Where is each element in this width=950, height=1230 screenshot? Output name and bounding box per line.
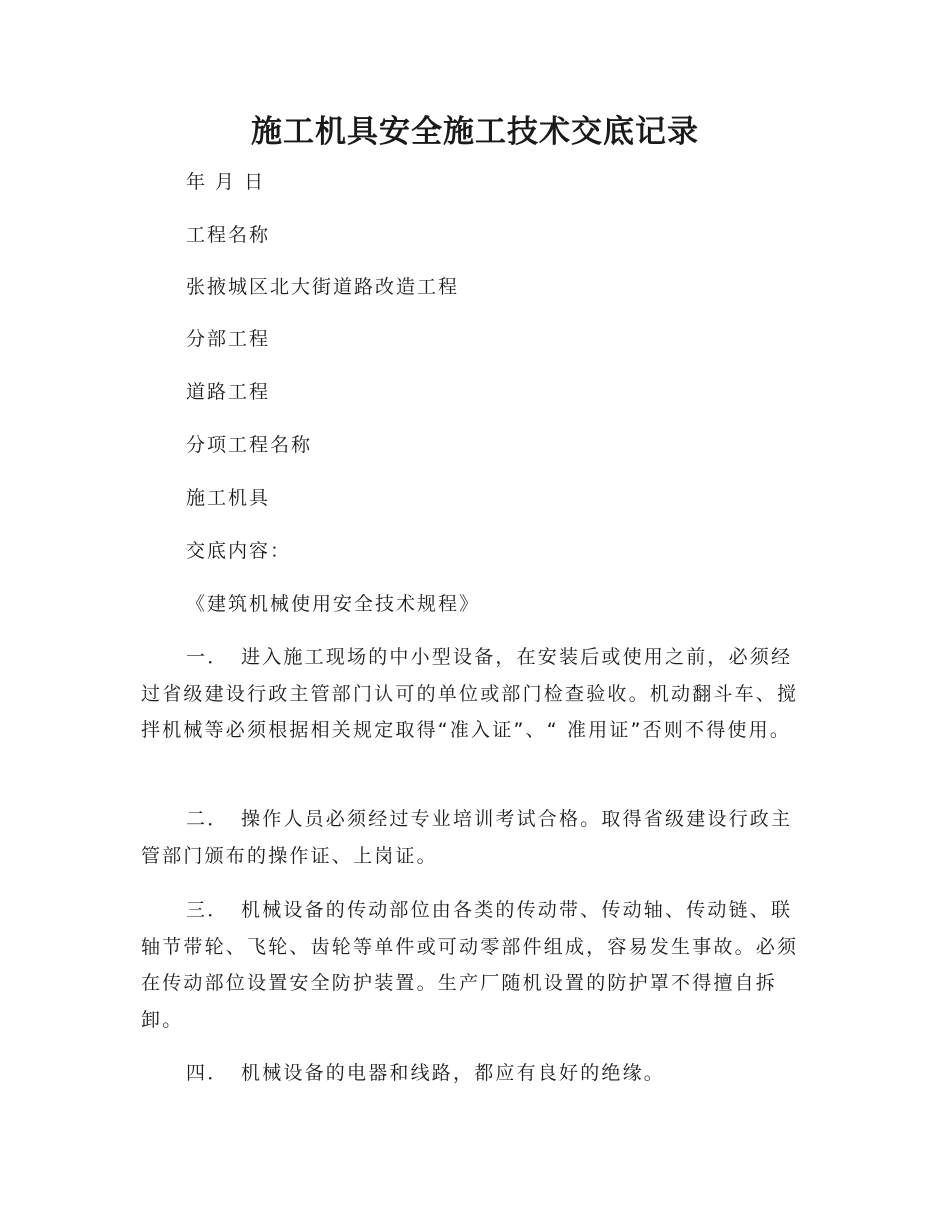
item-2-text: 操作人员必须经过专业培训考试合格。取得省级建设行政主管部门颁布的操作证、上岗证。 [141, 808, 793, 867]
item-1-number: 一． [186, 646, 229, 668]
item-2 [141, 801, 805, 874]
item-4-number: 四． [186, 1062, 229, 1084]
reference-standard: 《建筑机械使用安全技术规程》 [186, 593, 481, 615]
content-label: 交底内容： [186, 540, 292, 562]
item-4 [141, 1055, 805, 1092]
item-1-text: 进入施工现场的中小型设备，在安装后或使用之前，必须经过省级建设行政主管部门认可的单位或部门检查验收。机动翻斗车、搅拌机械等必须根据相关规定取得“准入证”、“ 准用证”否则不得使用。 [141, 646, 799, 741]
item-3 [141, 892, 805, 1038]
division-value: 道路工程 [186, 381, 271, 403]
item-4-text: 机械设备的电器和线路，都应有良好的绝缘。 [241, 1062, 666, 1084]
project-name-label: 工程名称 [186, 224, 271, 246]
document-title: 施工机具安全施工技术交底记录 [251, 114, 699, 150]
subdivision-label: 分项工程名称 [186, 434, 313, 456]
subdivision-value: 施工机具 [186, 487, 271, 509]
project-name-value: 张掖城区北大街道路改造工程 [186, 276, 460, 298]
date-line: 年 月 日 [186, 171, 266, 193]
item-3-number: 三． [186, 899, 229, 921]
item-2-number: 二． [186, 808, 229, 830]
item-1 [141, 639, 805, 749]
item-3-text: 机械设备的传动部位由各类的传动带、传动轴、传动链、联轴节带轮、飞轮、齿轮等单件或可动零部件组成，容易发生事故。必须在传动部位设置安全防护装置。生产厂随机设置的防护罩不得擅自拆卸。 [141, 899, 799, 1031]
division-label: 分部工程 [186, 328, 271, 350]
